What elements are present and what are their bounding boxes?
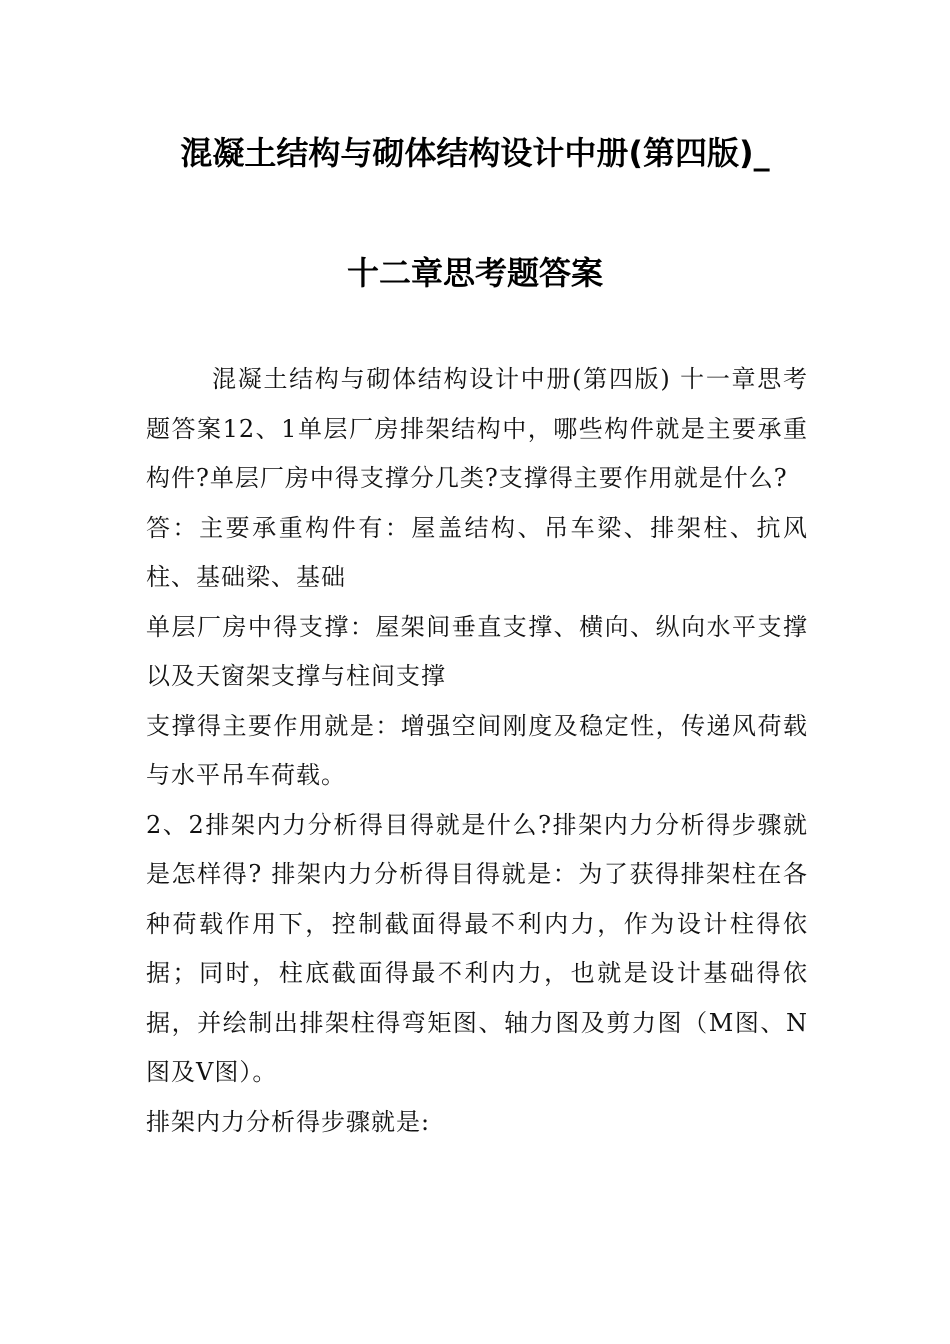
paragraph-bracing-types: 单层厂房中得支撑：屋架间垂直支撑、横向、纵向水平支撑以及天窗架支撑与柱间支撑 [146, 612, 808, 690]
paragraph-intro: 混凝土结构与砌体结构设计中册(第四版) 十一章思考题答案12、1单层厂房排架结构中，哪些构件就是主要承重构件?单层厂房中得支撑分几类?支撑得主要作用就是什么? [146, 365, 808, 492]
document-body [146, 355, 808, 1147]
paragraph-answer-components: 答：主要承重构件有：屋盖结构、吊车梁、排架柱、抗风柱、基础梁、基础 [146, 513, 808, 591]
paragraph-question-2: 2、2排架内力分析得目得就是什么?排架内力分析得步骤就是怎样得? 排架内力分析得目得就是：为了获得排架柱在各种荷载作用下，控制截面得最不利内力，作为设计柱得依据；同时，柱底截面得最不利内力，也就是设计基础得依据，并绘制出排架柱得弯矩图、轴力图及剪力图（M图、N图及V图）。 [146, 810, 808, 1086]
paragraph-analysis-steps: 排架内力分析得步骤就是: [146, 1107, 431, 1136]
document-title-line-1: 混凝土结构与砌体结构设计中册(第四版)_ [180, 134, 770, 172]
paragraph-bracing-function: 支撑得主要作用就是：增强空间刚度及稳定性，传递风荷载与水平吊车荷载。 [146, 711, 808, 789]
document-title-line-2: 十二章思考题答案 [346, 254, 603, 292]
